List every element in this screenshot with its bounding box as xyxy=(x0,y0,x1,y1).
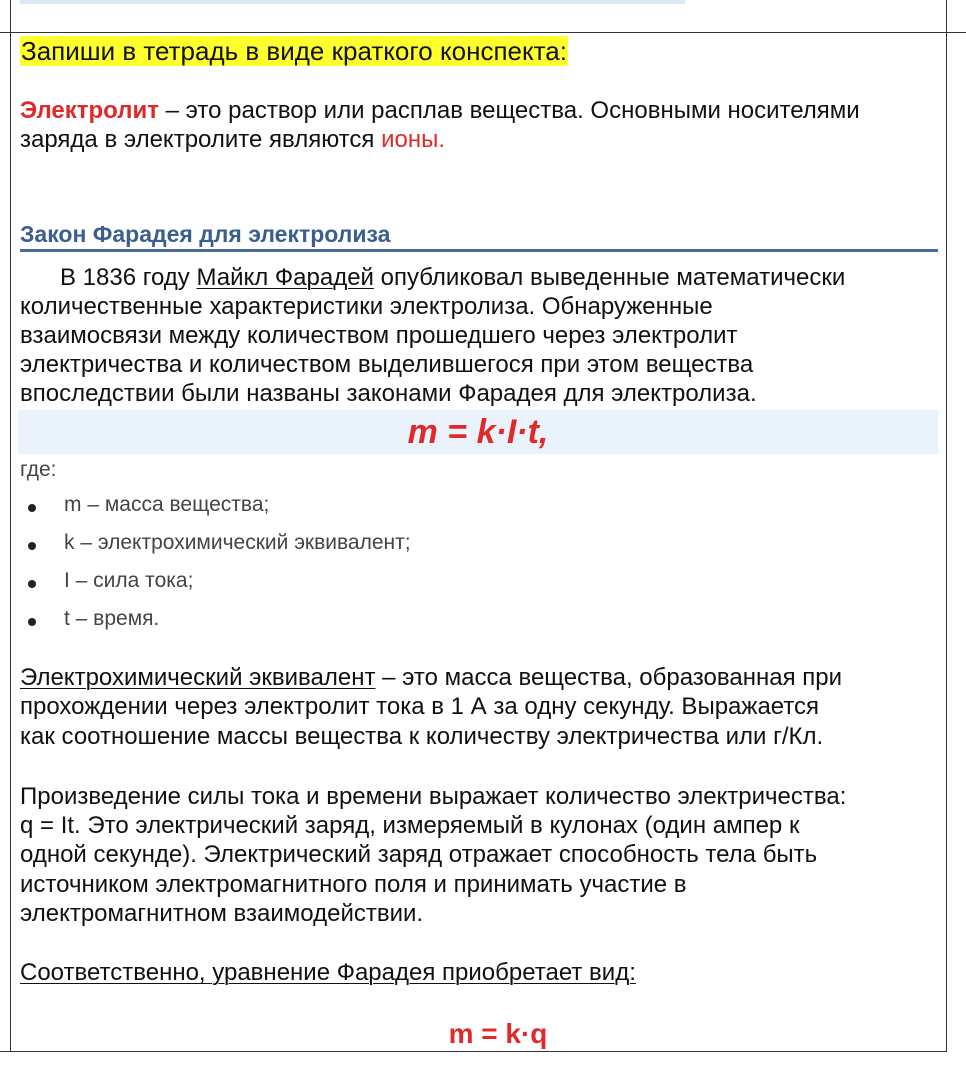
para-line-2: количественные характеристики электролиза. Обнаруженные xyxy=(20,293,713,320)
bullet-dot xyxy=(28,618,36,626)
top-rule xyxy=(0,32,966,33)
product-line-2: q = It. Это электрический заряд, измеряемый в кулонах (один ампер к xyxy=(20,812,800,839)
equivalent-line-2: прохождении через электролит тока в 1 А за одну секунду. Выражается xyxy=(20,693,820,720)
heading-rule xyxy=(20,249,938,252)
conclusion-text: Соответственно, уравнение Фарадея приобретает вид: xyxy=(20,959,636,986)
para-line-1: В 1836 году Майкл Фарадей опубликовал выведенные математически xyxy=(60,264,846,291)
list-item: m – масса вещества; xyxy=(64,493,270,516)
equivalent-line-3: как соотношение массы вещества к количеству электричества или г/Кл. xyxy=(20,723,824,750)
right-border xyxy=(946,0,947,1052)
bullet-dot xyxy=(28,580,36,588)
product-line-3: одной секунде). Электрический заряд отражает способность тела быть xyxy=(20,841,818,868)
formula-final: m = k·q xyxy=(448,1018,548,1049)
product-line-1: Произведение силы тока и времени выражает количество электричества: xyxy=(20,783,847,810)
para-line-3: взаимосвязи между количеством прошедшего через электролит xyxy=(20,322,738,349)
list-item: k – электрохимический эквивалент; xyxy=(64,531,411,554)
section-heading: Закон Фарадея для электролиза xyxy=(20,221,391,247)
equivalent-term: Электрохимический эквивалент xyxy=(20,664,376,691)
left-border xyxy=(10,0,11,1052)
product-line-5: электромагнитном взаимодействии. xyxy=(20,900,424,927)
bullet-dot xyxy=(28,504,36,512)
definition-term: Электролит xyxy=(20,97,159,124)
top-strip xyxy=(20,0,685,4)
list-item: I – сила тока; xyxy=(64,569,194,592)
task-instruction: Запиши в тетрадь в виде краткого конспекта: xyxy=(21,36,567,66)
definition-line-1: Электролит – это раствор или расплав вещества. Основными носителями xyxy=(20,97,860,124)
where-label: где: xyxy=(20,458,57,481)
faraday-link[interactable]: Майкл Фарадей xyxy=(196,264,374,291)
ions-word: ионы. xyxy=(381,126,446,153)
list-item: t – время. xyxy=(64,607,160,630)
definition-line-2: заряда в электролите являются ионы. xyxy=(20,126,446,153)
para-line-5: впоследствии были названы законами Фарадея для электролиза. xyxy=(20,380,757,407)
para-line-4: электричества и количеством выделившегося при этом вещества xyxy=(20,351,754,378)
equivalent-line-1: Электрохимический эквивалент – это масса вещества, образованная при xyxy=(20,664,842,691)
bullet-dot xyxy=(28,542,36,550)
formula-main: m = k·I·t, xyxy=(407,413,549,451)
product-line-4: источником электромагнитного поля и принимать участие в xyxy=(20,871,687,898)
